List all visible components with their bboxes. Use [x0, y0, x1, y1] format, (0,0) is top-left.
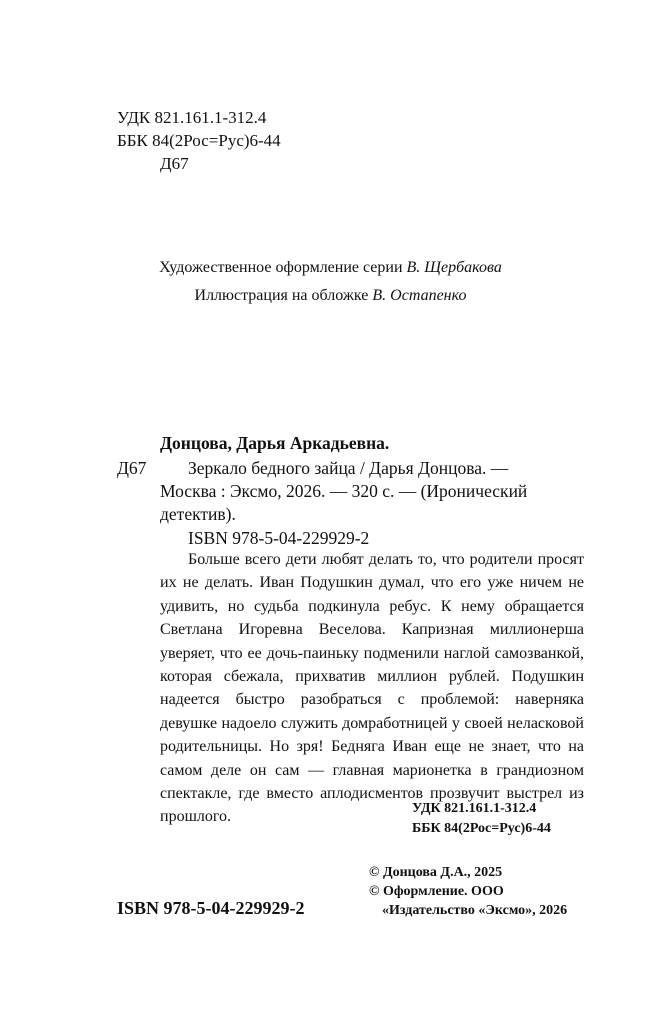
copyright-line-2: © Оформление. ООО — [369, 884, 504, 899]
series-design-name: В. Щербакова — [406, 259, 502, 276]
author-mark-top: Д67 — [160, 154, 189, 173]
title-line-1: Зеркало бедного зайца / Дарья Донцова. — — [188, 458, 509, 478]
series-design-label: Художественное оформление серии — [159, 259, 403, 276]
cover-illustration-credit — [0, 285, 661, 307]
series-design-credit — [0, 257, 661, 279]
isbn-entry: ISBN 978-5-04-229929-2 — [188, 528, 370, 548]
bbk-code-top: ББК 84(2Рос=Рус)6-44 — [117, 131, 281, 150]
title-line-2: Москва : Эксмо, 2026. — 320 с. — (Иронический — [160, 481, 528, 501]
isbn-bottom: ISBN 978-5-04-229929-2 — [117, 898, 305, 918]
author-heading: Донцова, Дарья Аркадьевна. — [160, 433, 390, 453]
title-line-3: детектив). — [160, 504, 236, 524]
udk-code-bottom: УДК 821.161.1-312.4 — [412, 801, 537, 816]
copyright-line-3: «Издательство «Эксмо», 2026 — [382, 903, 568, 918]
bbk-code-bottom: ББК 84(2Рос=Рус)6-44 — [412, 821, 551, 836]
cover-illustration-label: Иллюстрация на обложке — [194, 287, 369, 304]
author-mark-entry: Д67 — [117, 458, 147, 478]
annotation-paragraph: Больше всего дети любят делать то, что родители просят их не делать. Иван Подушкин думал, что его уже ничем не удивить, но судьба подкинула ребус. К нему обращается Светлана Игоревна Веселова. Капризная миллионерша уверяет, что ее дочь-паиньку подменили наглой самозванкой, которая сбежала, прихватив миллион рублей. Подушкин надеется быстро разобраться с проблемой: наверняка девушке надоело служить домработницей у своей неласковой родительницы. Но зря! Бедняга Иван еще не знает, что на самом деле он сам — главная марионетка в грандиозном спектакле, где вместо аплодисментов прозвучит выстрел из прошлого. — [160, 551, 584, 826]
copyright-line-1: © Донцова Д.А., 2025 — [369, 865, 503, 880]
udk-code-top: УДК 821.161.1-312.4 — [117, 108, 267, 127]
cover-illustration-name: В. Остапенко — [372, 287, 467, 304]
